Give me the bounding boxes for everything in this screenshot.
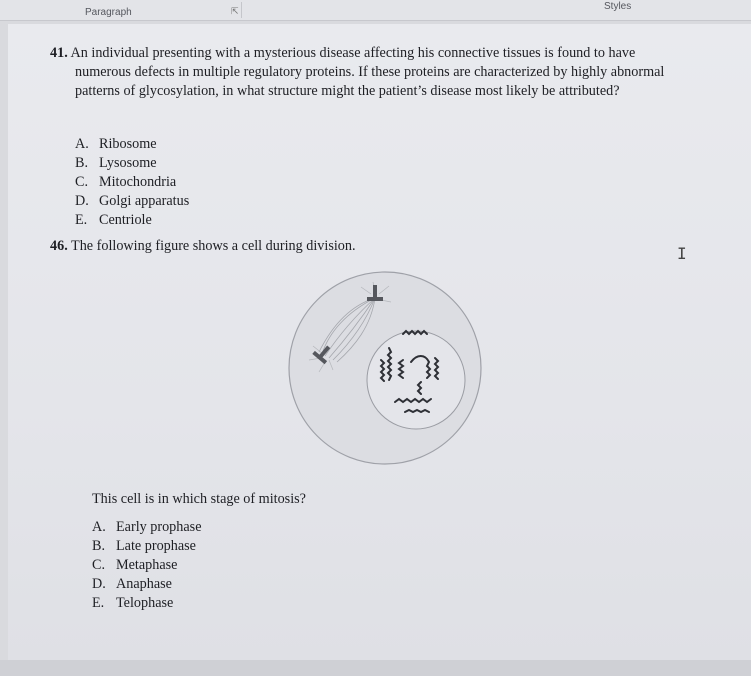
option-letter: D. [75, 193, 89, 209]
option-41-c [75, 173, 189, 192]
question-41-options [75, 135, 189, 230]
question-41-stem [50, 44, 670, 101]
paragraph-dialog-launcher-icon[interactable]: ⇱ [231, 6, 239, 16]
option-text: Late prophase [116, 538, 196, 554]
option-41-d [75, 192, 189, 211]
question-41 [50, 44, 670, 101]
option-text: Ribosome [99, 136, 157, 152]
ribbon-divider [241, 2, 242, 18]
option-text: Telophase [116, 595, 174, 611]
option-text: Metaphase [116, 557, 178, 573]
option-text: Mitochondria [99, 174, 177, 190]
styles-group-label: Styles [604, 1, 632, 12]
page-bottom-edge [0, 660, 751, 676]
option-46-c [92, 556, 202, 575]
option-46-b [92, 537, 202, 556]
option-41-b [75, 154, 189, 173]
option-41-e [75, 211, 189, 230]
question-46-prompt: This cell is in which stage of mitosis? [92, 491, 306, 507]
question-41-text: An individual presenting with a mysterious disease affecting his connective tissues is found to have numerous defects in multiple regulatory proteins. If these proteins are characterized by highly abnormal patterns of glycosylation, in what structure might the patient’s disease most likely be attributed? [70, 45, 665, 99]
option-text: Anaphase [116, 576, 172, 592]
text-cursor-icon: I [677, 244, 687, 263]
question-46 [50, 237, 356, 256]
option-46-a [92, 518, 202, 537]
option-46-e [92, 594, 202, 613]
question-46-text: The following figure shows a cell during division. [71, 238, 356, 254]
option-letter: B. [92, 538, 106, 554]
question-46-number: 46. [50, 238, 68, 254]
ribbon-toolbar [0, 0, 751, 21]
cell-division-figure [285, 262, 485, 474]
option-letter: E. [92, 595, 105, 611]
paragraph-group-label: Paragraph [85, 7, 132, 18]
option-letter: A. [92, 519, 106, 535]
question-41-number: 41. [50, 45, 68, 61]
option-text: Early prophase [116, 519, 202, 535]
option-text: Centriole [99, 212, 152, 228]
option-41-a [75, 135, 189, 154]
option-letter: E. [75, 212, 88, 228]
option-46-d [92, 575, 202, 594]
option-text: Lysosome [99, 155, 157, 171]
option-letter: B. [75, 155, 89, 171]
option-letter: D. [92, 576, 106, 592]
option-letter: C. [92, 557, 106, 573]
option-text: Golgi apparatus [99, 193, 190, 209]
question-46-options [92, 518, 202, 613]
option-letter: C. [75, 174, 89, 190]
option-letter: A. [75, 136, 89, 152]
